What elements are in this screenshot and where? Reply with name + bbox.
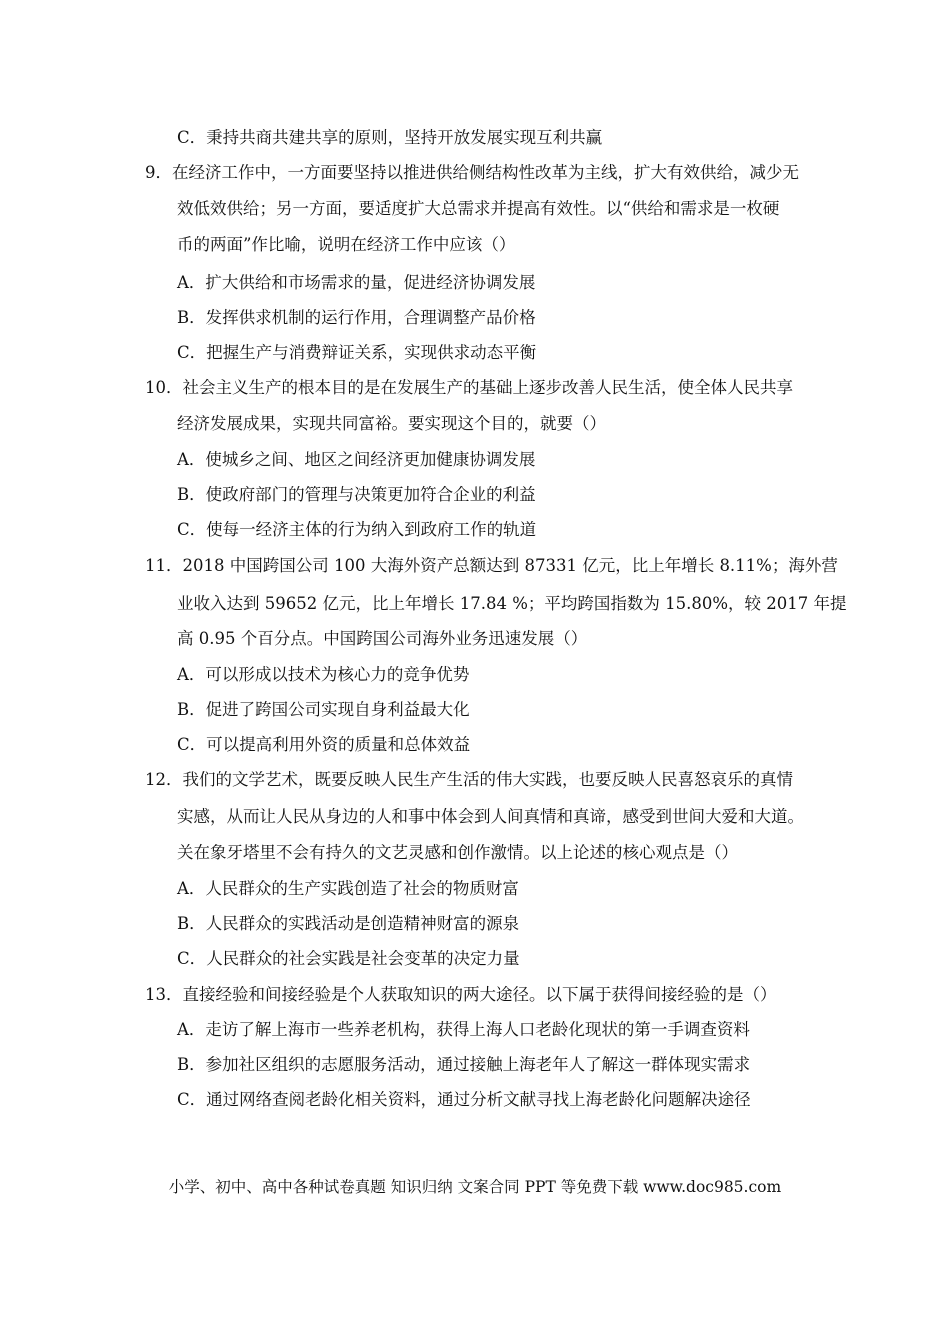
option-12c: C．人民群众的社会实践是社会变革的决定力量 [177, 949, 520, 968]
question-11-cont: 业收入达到 59652 亿元，比上年增长 17.84 %；平均跨国指数为 15.80%，较 2017 年提 [177, 594, 847, 613]
option-9c: C．把握生产与消费辩证关系，实现供求动态平衡 [177, 343, 537, 362]
option-11c: C．可以提高利用外资的质量和总体效益 [177, 735, 471, 754]
question-10-cont: 经济发展成果，实现共同富裕。要实现这个目的，就要（） [177, 414, 606, 433]
question-12-cont: 关在象牙塔里不会有持久的文艺灵感和创作激情。以上论述的核心观点是（） [177, 843, 738, 862]
option-11b: B．促进了跨国公司实现自身利益最大化 [177, 700, 470, 719]
option-11a: A．可以形成以技术为核心力的竞争优势 [177, 665, 470, 684]
option-13b: B．参加社区组织的志愿服务活动，通过接触上海老年人了解这一群体现实需求 [177, 1055, 751, 1074]
option-12b: B．人民群众的实践活动是创造精神财富的源泉 [177, 914, 520, 933]
question-12: 12．我们的文学艺术，既要反映人民生产生活的伟大实践，也要反映人民喜怒哀乐的真情 [145, 770, 793, 789]
question-9-cont: 币的两面”作比喻，说明在经济工作中应该（） [177, 235, 516, 254]
page-footer: 小学、初中、高中各种试卷真题 知识归纳 文案合同 PPT 等免费下载 www.doc985.com [168, 1178, 782, 1196]
question-10: 10．社会主义生产的根本目的是在发展生产的基础上逐步改善人民生活，使全体人民共享 [145, 378, 793, 397]
option-8c: C．秉持共商共建共享的原则，坚持开放发展实现互利共赢 [177, 128, 603, 147]
option-10b: B．使政府部门的管理与决策更加符合企业的利益 [177, 485, 536, 504]
option-9b: B．发挥供求机制的运行作用，合理调整产品价格 [177, 308, 536, 327]
question-13: 13．直接经验和间接经验是个人获取知识的两大途径。以下属于获得间接经验的是（） [145, 985, 777, 1004]
option-10c: C．使每一经济主体的行为纳入到政府工作的轨道 [177, 520, 537, 539]
question-9-cont: 效低效供给；另一方面，要适度扩大总需求并提高有效性。以“供给和需求是一枚硬 [177, 199, 780, 218]
option-12a: A．人民群众的生产实践创造了社会的物质财富 [177, 879, 519, 898]
question-12-cont: 实感，从而让人民从身边的人和事中体会到人间真情和真谛，感受到世间大爱和大道。 [177, 807, 804, 826]
option-9a: A．扩大供给和市场需求的量，促进经济协调发展 [177, 273, 536, 292]
question-11: 11．2018 中国跨国公司 100 大海外资产总额达到 87331 亿元，比上年增长 8.11%；海外营 [145, 556, 838, 575]
option-13c: C．通过网络查阅老龄化相关资料，通过分析文献寻找上海老龄化问题解决途径 [177, 1090, 751, 1109]
question-9: 9．在经济工作中，一方面要坚持以推进供给侧结构性改革为主线，扩大有效供给，减少无 [145, 163, 799, 182]
option-10a: A．使城乡之间、地区之间经济更加健康协调发展 [177, 450, 536, 469]
question-11-cont: 高 0.95 个百分点。中国跨国公司海外业务迅速发展（） [177, 629, 588, 648]
option-13a: A．走访了解上海市一些养老机构，获得上海人口老龄化现状的第一手调查资料 [177, 1020, 750, 1039]
